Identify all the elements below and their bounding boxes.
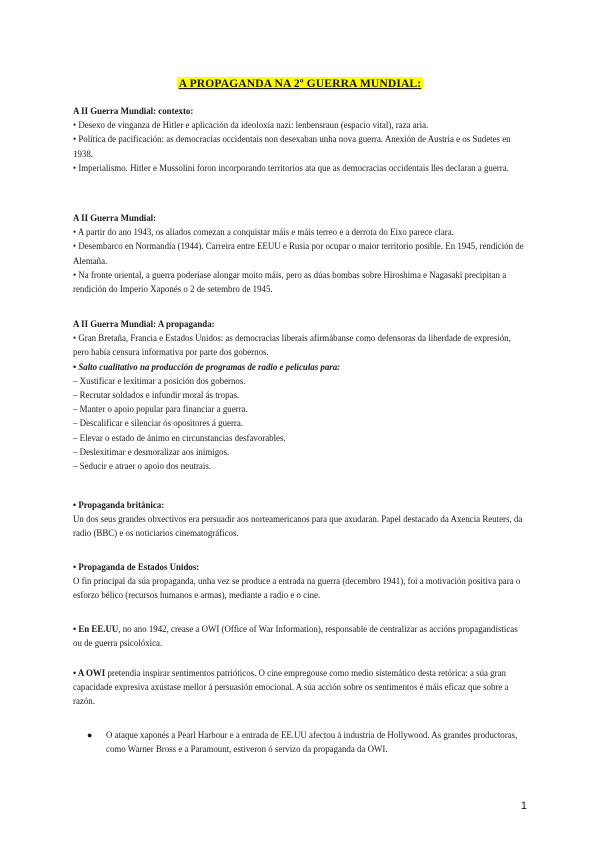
list-item: – Xustificar e lexitimar a posición dos gobernos. [73,375,246,386]
list-item: – Manter o apoio popular para financiar a guerra. [73,404,248,415]
page-number: 1 [520,800,527,812]
section-propaganda [73,317,527,473]
paragraph-lead: • A OWI [73,668,106,678]
section-usa [73,560,527,603]
paragraph: Un dos seus grandes obxectivos era persuadir aos norteamericanos para que axudaran. Papel destacado da Axencia Reuters, da radio (BBC) e os noticiarios cinematográficos. [73,514,523,539]
paragraph: • A partir do ano 1943, os aliados comezan a conquistar máis e máis terreo e a derrota do Eixo parece clara. [73,227,454,238]
section-war [73,211,527,296]
section-hollywood [73,728,527,756]
paragraph: • Desexo de vinganza de Hitler e aplicación da ideoloxía nazi: lenbensraun (espacio vital), raza aria. [73,120,429,131]
paragraph-lead: • En EE.UU [73,624,119,634]
title-block [73,74,527,92]
section-heading: • Propaganda británica: [73,500,165,510]
paragraph: • Política de pacificación: as democracias occidentais non desexaban unha nova guerra. Anexión de Austria e os Sudetes en 1938. [73,134,511,159]
paragraph [73,666,527,709]
paragraph-text: pretendía inspirar sentimentos patrióticos. O cine empregouse como medio sistemático desta retórica: a súa gran capacidade expresiva axústase mellor á persuasión emocional. A súa acción sobre os sentimentos é máis eficaz que sobre a razón. [73,668,509,707]
paragraph-emphasis: • Salto cualitativo na producción de programas de radio e películas para: [73,361,341,372]
list-item: – Deslexitimar e desmoralizar aos inimigos. [73,446,230,457]
paragraph [73,622,527,650]
paragraph-text: , no ano 1942, crease a OWI (Office of War Information), responsable de centralizar as accións propagandísticas ou de guerra psicolóxica. [73,624,518,649]
paragraph: O ataque xaponés a Pearl Harbour e a entrada de EE.UU afectou á industria de Hollywood. As grandes productoras, como Warner Bross e a Paramount, estiveron ó servizo da propaganda da OWI. [106,730,518,755]
list-item: – Descalificar e silenciar ós opositores á guerra. [73,418,244,429]
section-context [73,104,527,175]
page-title: A PROPAGANDA NA 2º GUERRA MUNDIAL: [178,77,422,90]
section-heading: A II Guerra Mundial: contexto: [73,106,194,116]
paragraph: • Imperialismo. Hitler e Mussolini foron incorporando territorios ata que as democracias occidentais lles declaran a guerra. [73,162,509,173]
section-heading: • Propaganda de Estados Unidos: [73,562,200,572]
section-british [73,498,527,541]
paragraph: • Desembarco en Normandía (1944). Carreira entre EEUU e Rusia por ocupar o maior territorio posible. En 1945, rendición de Alemaña. [73,241,524,266]
section-heading: A II Guerra Mundial: [73,213,157,223]
paragraph: • Na fronte oriental, a guerra poderíase alongar moito máis, pero as dúas bombas sobre Hiroshima e Nagasaki precipitan a rendición do Imperio Xaponés o 2 de setembro de 1945. [73,269,507,295]
list-item: – Elevar o estado de ánimo en circunstancias desfavorables. [73,432,286,443]
section-heading: A II Guerra Mundial: A propaganda: [73,319,215,329]
bullet-item [73,728,527,756]
section-owi [73,666,527,709]
bullet-icon: ● [87,730,93,740]
paragraph: O fin principal da súa propaganda, unha vez se produce a entrada na guerra (decembro 1941), foi a motivación positiva para o esforzo bélico (recursos humanos e armas), mediante a radio e o cine. [73,576,521,601]
list-item: – Recrutar soldados e infundir moral ás tropas. [73,390,240,401]
list-item: – Seducir e atraer o apoio dos neutrais. [73,461,212,472]
paragraph: • Gran Bretaña, Francia e Estados Unidos: as democracias liberais afirmábanse como defensoras da liberdade de expresión, pero había censura informativa por parte dos gobernos. [73,333,511,358]
section-owi-creation [73,622,527,650]
